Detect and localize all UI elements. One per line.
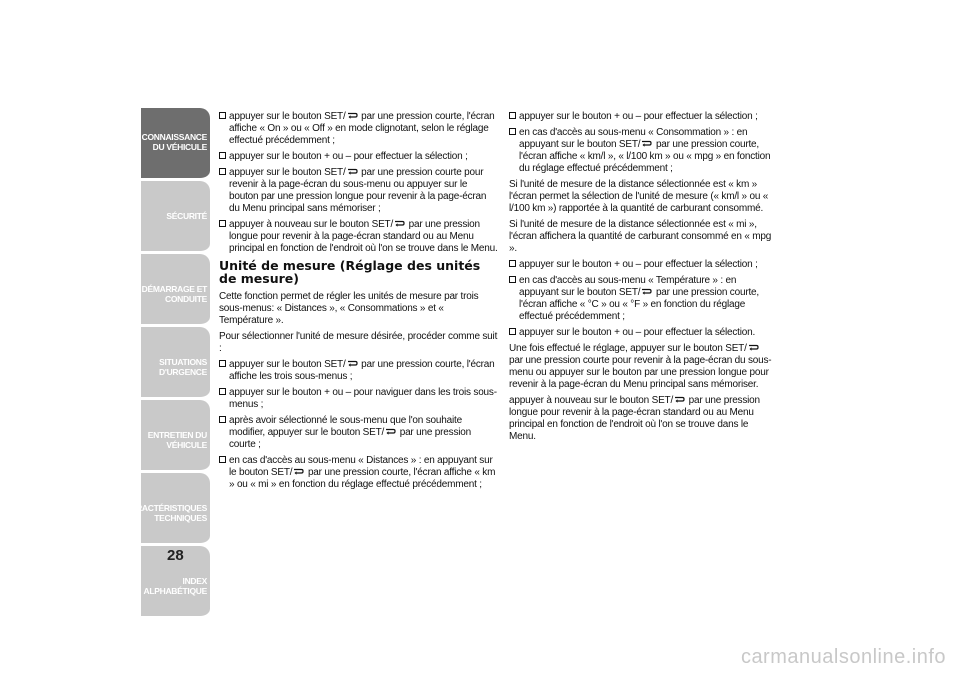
paragraph: Si l'unité de mesure de la distance sélectionnée est « mi », l'écran affichera la quantité de carburant consommé en « mpg ». xyxy=(509,219,772,254)
set-return-arrow-icon xyxy=(293,468,304,475)
paragraph: appuyer à nouveau sur le bouton SET/ par une pression longue pour revenir à la page-écran standard ou au Menu principal en fonction de l'endroit où l'on se trouve dans le Menu. xyxy=(509,395,760,442)
paragraph: Cette fonction permet de régler les unités de mesure par trois sous-menus: « Distances », « Consommations » et « Température ». xyxy=(219,291,479,326)
sidebar-item-label: INDEX ALPHABÉTIQUE xyxy=(143,576,207,596)
sidebar-item-securite[interactable] xyxy=(141,181,210,254)
checkbox-bullet-icon xyxy=(509,260,516,267)
list-item: appuyer sur le bouton + ou – pour effectuer la sélection. xyxy=(509,327,774,339)
paragraph: Une fois effectué le réglage, appuyer sur le bouton SET/ par une pression courte pour revenir à la page-écran du sous-menu ou appuyer sur le bouton par une pression longue pour revenir à la page-écran du Menu principal sans mémoriser. xyxy=(509,343,772,390)
sidebar-item-label: CARACTÉRISTIQUES TECHNIQUES xyxy=(124,503,207,523)
set-return-arrow-icon xyxy=(674,396,685,403)
list-item: appuyer sur le bouton + ou – pour effectuer la sélection ; xyxy=(219,151,499,163)
set-return-arrow-icon xyxy=(347,168,358,175)
checkbox-bullet-icon xyxy=(219,220,226,227)
sidebar-item-label: ENTRETIEN DU VÉHICULE xyxy=(147,430,207,450)
chapter-sidebar xyxy=(124,108,210,619)
checkbox-bullet-icon xyxy=(219,388,226,395)
set-return-arrow-icon xyxy=(347,112,358,119)
sidebar-item-connaissance[interactable] xyxy=(141,108,210,181)
sidebar-item-entretien[interactable] xyxy=(141,400,210,473)
checkbox-bullet-icon xyxy=(219,416,226,423)
checkbox-bullet-icon xyxy=(509,328,516,335)
set-return-arrow-icon xyxy=(641,140,652,147)
set-return-arrow-icon xyxy=(385,428,396,435)
set-return-arrow-icon xyxy=(394,220,405,227)
sidebar-item-label: SITUATIONS D'URGENCE xyxy=(159,357,207,377)
checkbox-bullet-icon xyxy=(219,456,226,463)
checkbox-bullet-icon xyxy=(509,128,516,135)
checkbox-bullet-icon xyxy=(219,112,226,119)
list-item: appuyer sur le bouton + ou – pour effectuer la sélection ; xyxy=(509,259,774,271)
checkbox-bullet-icon xyxy=(509,276,516,283)
paragraph: Si l'unité de mesure de la distance sélectionnée est « km » l'écran permet la sélection de l'unité de mesure (« km/l » ou « l/100 km ») rapportée à la quantité de carburant consommé. xyxy=(509,179,769,214)
set-return-arrow-icon xyxy=(641,288,652,295)
list-item: appuyer sur le bouton + ou – pour effectuer la sélection ; xyxy=(509,111,774,123)
checkbox-bullet-icon xyxy=(219,360,226,367)
checkbox-bullet-icon xyxy=(219,168,226,175)
sidebar-item-situations[interactable] xyxy=(141,327,210,400)
checkbox-bullet-icon xyxy=(509,112,516,119)
section-heading: Unité de mesure (Réglage des unités de mesure) xyxy=(219,258,481,286)
checkbox-bullet-icon xyxy=(219,152,226,159)
text-column-left xyxy=(219,111,499,495)
sidebar-item-caracteristiques[interactable] xyxy=(124,473,210,546)
list-item: en cas d'accès au sous-menu « Température » : en appuyant sur le bouton SET/ par une pression courte, l'écran affiche « °C » ou « °F » en fonction du réglage effectué précédemment ; xyxy=(509,275,774,323)
set-return-arrow-icon xyxy=(347,360,358,367)
sidebar-item-label: SÉCURITÉ xyxy=(166,211,207,221)
list-item: appuyer sur le bouton SET/ par une pression courte pour revenir à la page-écran du sous-menu ou appuyer sur le bouton par une pression longue pour revenir à la page-écran du Menu principal sans mémoriser ; xyxy=(219,167,499,215)
watermark: carmanualsonline.info xyxy=(740,646,946,668)
sidebar-item-label: CONNAISSANCE DU VÉHICULE xyxy=(141,132,207,152)
list-item: en cas d'accès au sous-menu « Distances » : en appuyant sur le bouton SET/ par une pression courte, l'écran affiche « km » ou « mi » en fonction du réglage effectué précédemment ; xyxy=(219,455,499,491)
set-return-arrow-icon xyxy=(748,344,759,351)
sidebar-item-demarrage[interactable] xyxy=(141,254,210,327)
page-number: 28 xyxy=(167,547,184,564)
paragraph: Pour sélectionner l'unité de mesure désirée, procéder comme suit : xyxy=(219,331,498,354)
sidebar-item-label: DÉMARRAGE ET CONDUITE xyxy=(141,284,207,304)
list-item: appuyer à nouveau sur le bouton SET/ par une pression longue pour revenir à la page-écran standard ou au Menu principal en fonction de l'endroit où l'on se trouve dans le Menu. xyxy=(219,219,499,255)
list-item: appuyer sur le bouton SET/ par une pression courte, l'écran affiche « On » ou « Off » en mode clignotant, selon le réglage effectué précédemment ; xyxy=(219,111,499,147)
list-item: appuyer sur le bouton + ou – pour naviguer dans les trois sous-menus ; xyxy=(219,387,499,411)
text-column-right xyxy=(509,111,774,447)
list-item: appuyer sur le bouton SET/ par une pression courte, l'écran affiche les trois sous-menus ; xyxy=(219,359,499,383)
list-item: après avoir sélectionné le sous-menu que l'on souhaite modifier, appuyer sur le bouton SET/ par une pression courte ; xyxy=(219,415,499,451)
list-item: en cas d'accès au sous-menu « Consommation » : en appuyant sur le bouton SET/ par une pression courte, l'écran affiche « km/l », « l/100 km » ou « mpg » en fonction du réglage effectué précédemment ; xyxy=(509,127,774,175)
